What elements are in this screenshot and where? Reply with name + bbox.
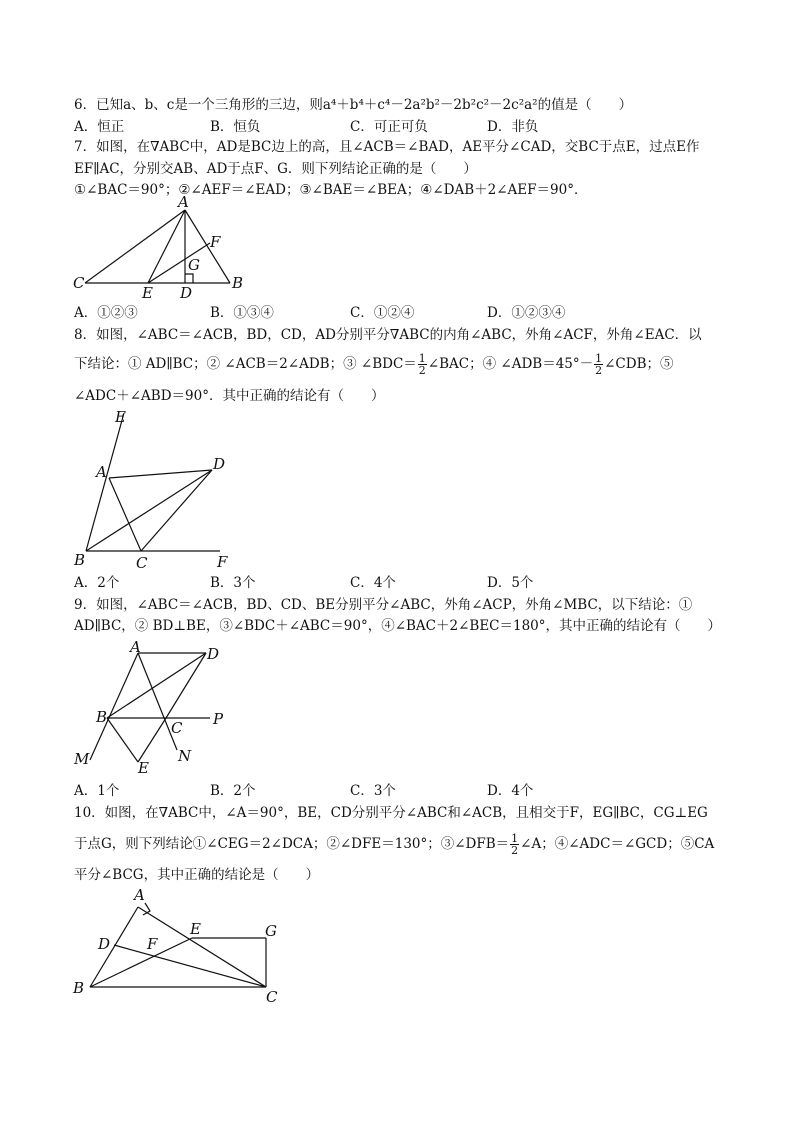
q10-label-f: F <box>147 935 158 953</box>
q7-statements: ①∠BAC＝90°；②∠AEF＝∠EAD；③∠BAE＝∠BEA；④∠DAB＋2∠AEF＝90°． <box>74 182 588 198</box>
q10-stem-line2 <box>74 833 714 856</box>
q7-label-g: G <box>188 256 200 274</box>
q10-figure <box>60 885 300 1005</box>
q8-label-a: A <box>96 463 107 481</box>
q8-label-e: E <box>115 408 126 426</box>
q7-label-a: A <box>178 193 189 211</box>
q10-fraction: $\frac{1}{2}$ <box>511 832 519 857</box>
q8-line2-part-b: ∠BAC；④ ∠ADB＝45°－ <box>427 356 594 372</box>
q9-segment-cd <box>166 653 206 718</box>
q8-figure <box>60 405 260 575</box>
q8-label-f: F <box>217 553 228 571</box>
q8-stem-line3: ∠ADC＋∠ABD＝90°．其中正确的结论有（ ） <box>74 388 385 404</box>
q7-segment-ef <box>148 243 210 283</box>
q7-option-c: C．①②④ <box>350 305 415 321</box>
q9-label-a: A <box>130 638 141 656</box>
q7-stem-line1: 7．如图，在∇ABC中，AD是BC边上的高，且∠ACB＝∠BAD，AE平分∠CAD，交BC于点E，过点E作 <box>74 139 700 155</box>
q10-line2-part-a: 于点G，则下列结论①∠CEG＝2∠DCA；②∠DFE＝130°；③∠DFB＝ <box>74 836 510 852</box>
q8-option-d: D．5个 <box>487 575 534 591</box>
q7-bisector-ae <box>148 210 185 283</box>
q7-figure <box>60 193 260 302</box>
q8-option-b: B．3个 <box>210 575 256 591</box>
q10-label-c: C <box>266 988 278 1006</box>
q9-label-e: E <box>138 759 149 777</box>
q8-line2-part-a: 下结论：① AD∥BC；② ∠ACB＝2∠ADB；③ ∠BDC＝ <box>74 356 417 372</box>
q10-bisector-cd <box>114 945 266 987</box>
q6-stem: 6．已知a、b、c是一个三角形的三边，则a⁴＋b⁴＋c⁴－2a²b²－2b²c²－2c²a²的值是（ ） <box>74 97 633 113</box>
q9-label-b: B <box>96 708 108 726</box>
q9-stem-line2: AD∥BC，② BD⊥BE，③∠BDC＋∠ABC＝90°，④∠BAC＋2∠BEC＝180°，其中正确的结论有（ ） <box>74 618 722 634</box>
q9-figure <box>60 640 260 780</box>
q6-option-b: B．恒负 <box>210 119 261 135</box>
q9-option-b: B．2个 <box>210 783 256 799</box>
q8-line2-part-c: ∠CDB；⑤ <box>604 356 674 372</box>
q7-option-d: D．①②③④ <box>487 305 566 321</box>
q10-label-d: D <box>98 935 111 953</box>
q8-option-c: C．4个 <box>350 575 396 591</box>
q8-fraction-2: $\frac{1}{2}$ <box>595 352 603 377</box>
q7-option-b: B．①③④ <box>210 305 274 321</box>
q7-option-a: A．①②③ <box>74 305 138 321</box>
q9-option-d: D．4个 <box>487 783 534 799</box>
q10-label-g: G <box>265 922 277 940</box>
q8-stem-line2 <box>74 353 674 376</box>
q10-label-a: A <box>134 886 145 904</box>
q10-line2-part-b: ∠A；④∠ADC＝∠GCD；⑤CA <box>520 836 715 852</box>
q10-stem-line3: 平分∠BCG，其中正确的结论是（ ） <box>74 867 320 883</box>
q8-option-a: A．2个 <box>74 575 120 591</box>
q9-label-m: M <box>74 750 90 768</box>
q9-ray-mba <box>90 653 138 760</box>
q7-side-ca <box>85 210 185 283</box>
q7-label-d: D <box>180 284 193 302</box>
q7-label-c: C <box>73 274 85 292</box>
q8-side-ac <box>109 478 141 551</box>
q8-label-d: D <box>213 455 226 473</box>
q9-segment-ce <box>138 718 166 762</box>
q8-segment-ad <box>109 470 212 478</box>
q10-stem-line1: 10．如图，在∇ABC中，∠A＝90°，BE，CD分别平分∠ABC和∠ACB，且相交于F，EG∥BC，CG⊥EG <box>74 805 708 821</box>
q7-right-angle-mark <box>185 274 193 283</box>
q9-segment-be <box>107 718 138 762</box>
q9-segment-bd <box>107 653 206 718</box>
q9-option-c: C．3个 <box>350 783 396 799</box>
q9-label-c: C <box>171 719 183 737</box>
q6-option-a: A．恒正 <box>74 119 125 135</box>
q9-option-a: A．1个 <box>74 783 120 799</box>
q7-stem-line2: EF∥AC，分别交AB、AD于点F、G．则下列结论正确的是（ ） <box>74 161 477 177</box>
q7-label-f: F <box>210 233 221 251</box>
q8-segment-cd <box>141 470 212 551</box>
q6-option-c: C．可正可负 <box>350 119 428 135</box>
q9-stem-line1: 9．如图，∠ABC＝∠ACB，BD、CD、BE分别平分∠ABC，外角∠ACP，外角∠MBC，以下结论：① <box>74 597 693 613</box>
q8-fraction-1: $\frac{1}{2}$ <box>418 352 426 377</box>
q9-label-d: D <box>207 645 220 663</box>
q9-label-p: P <box>213 710 224 728</box>
q8-label-b: B <box>74 551 86 569</box>
q8-stem-line1: 8．如图，∠ABC＝∠ACB，BD，CD，AD分别平分∇ABC的内角∠ABC，外角∠ACF，外角∠EAC．以 <box>74 327 702 343</box>
q7-label-b: B <box>232 274 244 292</box>
q10-label-e: E <box>190 920 201 938</box>
q7-label-e: E <box>142 284 153 302</box>
q6-option-d: D．非负 <box>487 119 539 135</box>
q8-label-c: C <box>136 554 148 572</box>
q9-label-n: N <box>178 747 192 765</box>
q10-label-b: B <box>73 979 85 997</box>
